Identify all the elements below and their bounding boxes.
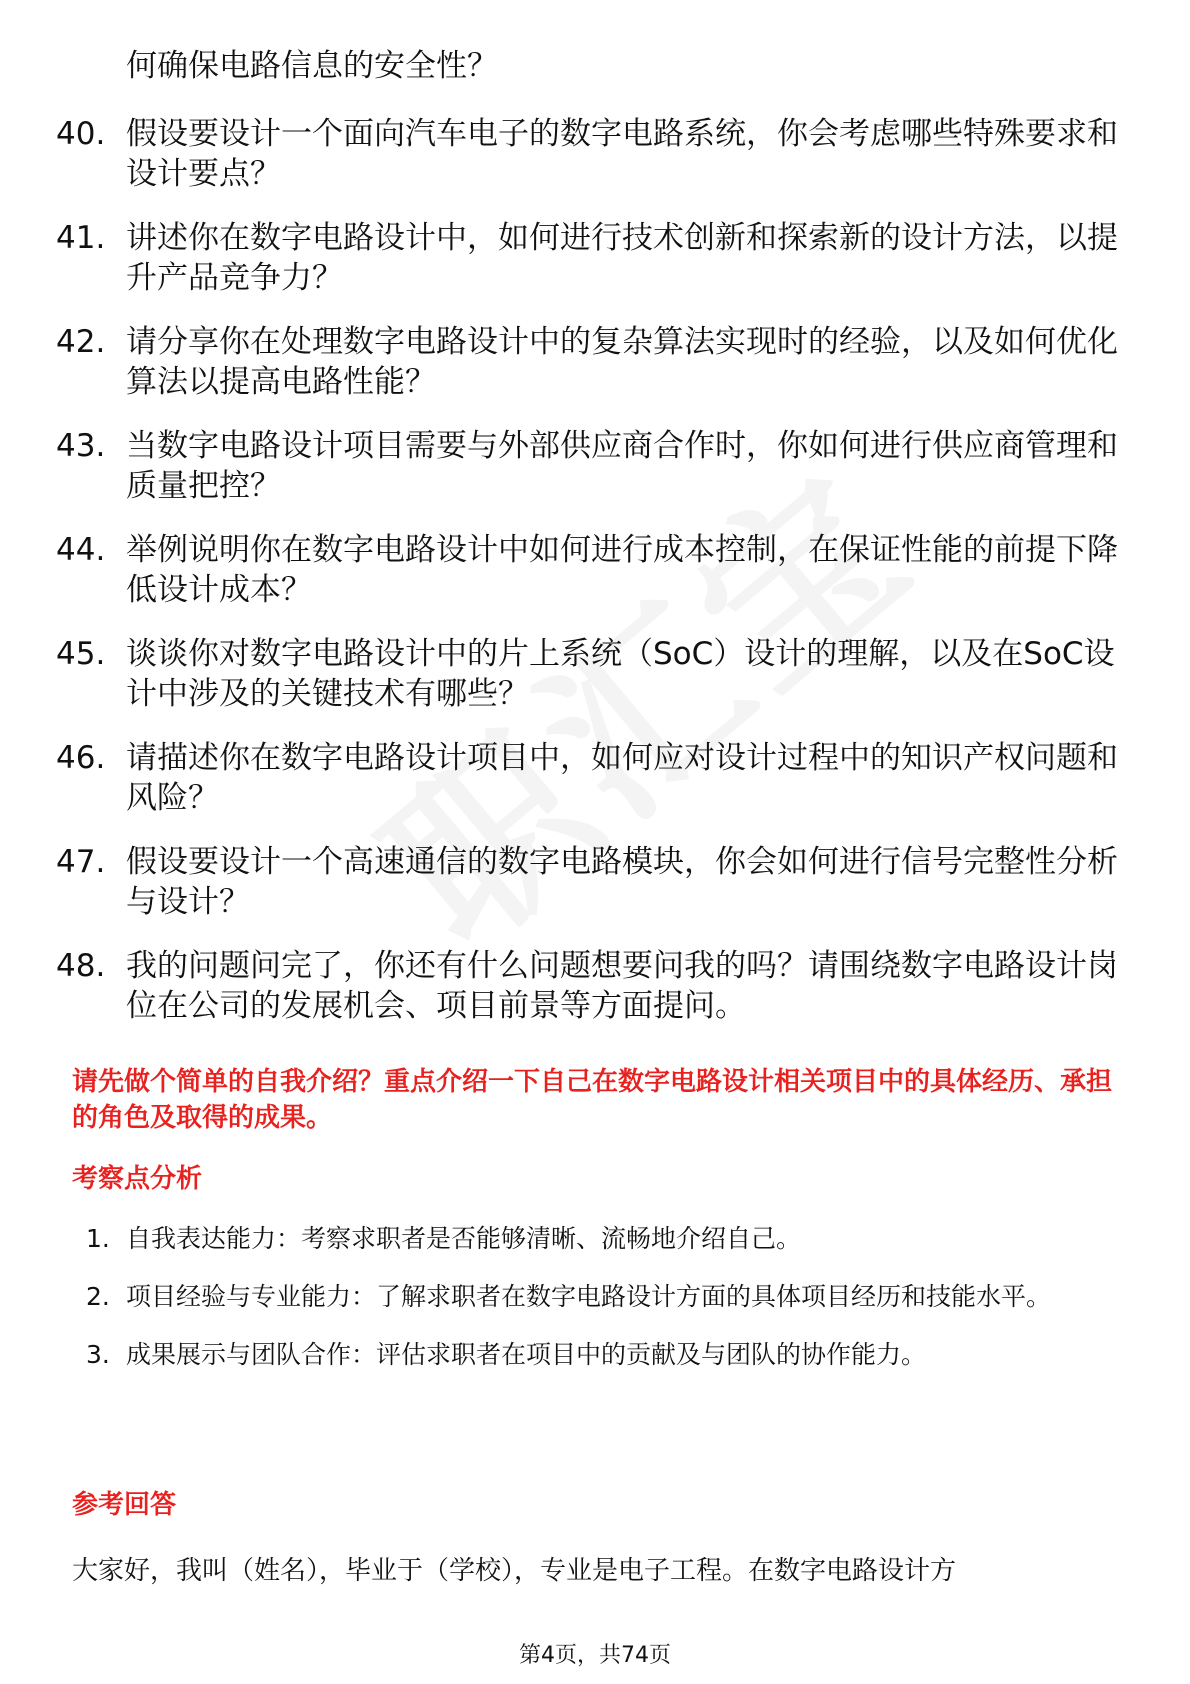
question-item: [56, 426, 1126, 506]
question-item: [56, 738, 1126, 818]
question-text: 假设要设计一个面向汽车电子的数字电路系统，你会考虑哪些特殊要求和设计要点？: [126, 116, 1118, 192]
analysis-number: 2.: [86, 1282, 110, 1311]
question-number: 42.: [56, 324, 106, 360]
question-item: [56, 634, 1126, 714]
question-text: 假设要设计一个高速通信的数字电路模块，你会如何进行信号完整性分析与设计？: [126, 844, 1118, 920]
analysis-number: 3.: [86, 1340, 110, 1369]
question-text: 举例说明你在数字电路设计中如何进行成本控制，在保证性能的前提下降低设计成本？: [126, 532, 1118, 608]
question-text: 谈谈你对数字电路设计中的片上系统（SoC）设计的理解，以及在SoC设计中涉及的关键技术有哪些？: [126, 636, 1115, 712]
question-item: [56, 322, 1126, 402]
analysis-item: [86, 1336, 1126, 1374]
question-list: [56, 114, 1126, 1050]
question-number: 44.: [56, 532, 106, 568]
highlight-question: 请先做个简单的自我介绍？重点介绍一下自己在数字电路设计相关项目中的具体经历、承担的角色及取得的成果。: [72, 1067, 1113, 1133]
page-footer: 第4页，共74页: [519, 1643, 671, 1668]
question-number: 45.: [56, 636, 106, 672]
analysis-text: 成果展示与团队合作：评估求职者在项目中的贡献及与团队的协作能力。: [126, 1340, 927, 1369]
analysis-list: [86, 1220, 1126, 1394]
analysis-title: 考察点分析: [72, 1164, 203, 1194]
question-item: [56, 530, 1126, 610]
question-number: 47.: [56, 844, 106, 880]
question-text: 请描述你在数字电路设计项目中，如何应对设计过程中的知识产权问题和风险？: [126, 740, 1118, 816]
reference-answer-text: 大家好，我叫（姓名），毕业于（学校），专业是电子工程。在数字电路设计方: [72, 1556, 957, 1586]
analysis-text: 自我表达能力：考察求职者是否能够清晰、流畅地介绍自己。: [126, 1224, 802, 1253]
question-number: 46.: [56, 740, 106, 776]
question-number: 40.: [56, 116, 106, 152]
reference-answer-title: 参考回答: [72, 1490, 177, 1520]
question-number: 43.: [56, 428, 106, 464]
question-item: [56, 218, 1126, 298]
question-number: 48.: [56, 948, 106, 984]
question-text: 我的问题问完了，你还有什么问题想要问我的吗？请围绕数字电路设计岗位在公司的发展机会、项目前景等方面提问。: [126, 948, 1118, 1024]
analysis-item: [86, 1278, 1126, 1316]
question-number: 41.: [56, 220, 106, 256]
question-text: 讲述你在数字电路设计中，如何进行技术创新和探索新的设计方法，以提升产品竞争力？: [126, 220, 1118, 296]
question-item: [56, 114, 1126, 194]
analysis-item: [86, 1220, 1126, 1258]
question-text: 请分享你在处理数字电路设计中的复杂算法实现时的经验，以及如何优化算法以提高电路性能？: [126, 324, 1118, 400]
question-item: [56, 946, 1126, 1026]
question-text: 当数字电路设计项目需要与外部供应商合作时，你如何进行供应商管理和质量把控？: [126, 428, 1118, 504]
analysis-text: 项目经验与专业能力：了解求职者在数字电路设计方面的具体项目经历和技能水平。: [126, 1282, 1052, 1311]
analysis-number: 1.: [86, 1224, 110, 1253]
continued-question-text: 何确保电路信息的安全性？: [126, 48, 498, 84]
question-item: [56, 842, 1126, 922]
